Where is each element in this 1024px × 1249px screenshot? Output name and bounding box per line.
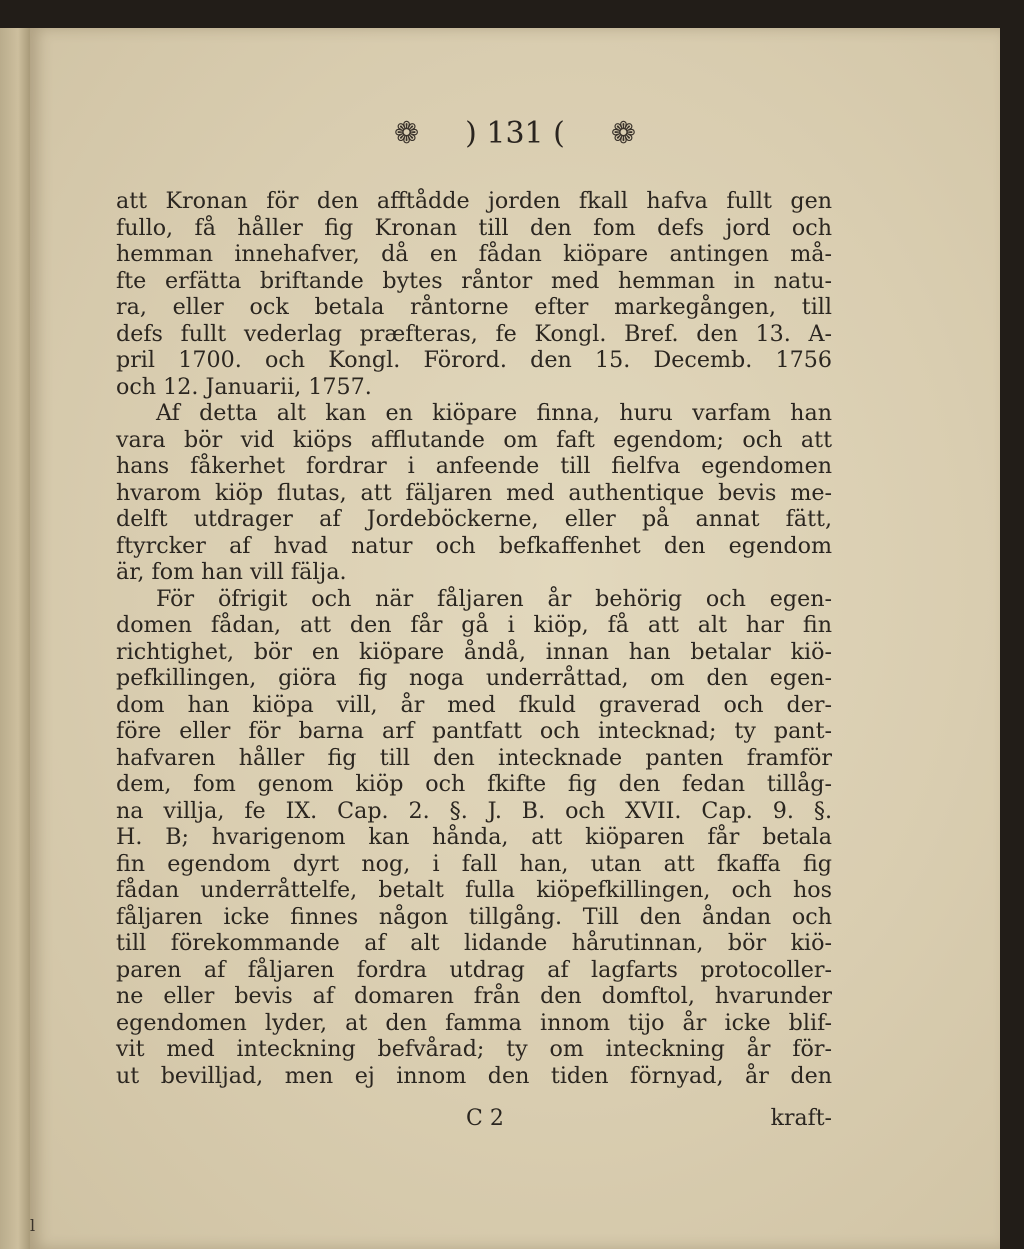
text-line: Af detta alt kan en kiöpare finna, huru varfam han [156, 400, 832, 426]
text-line: fådan underråttelfe, betalt fulla kiöpefkillingen, och hos [116, 877, 832, 903]
binding-mark: l [30, 1216, 36, 1235]
text-line: ne eller bevis af domaren från den domftol, hvarunder [116, 983, 832, 1009]
page-footer [116, 1106, 832, 1134]
catchword: kraft- [770, 1106, 832, 1131]
text-line: paren af fåljaren fordra utdrag af lagfarts protocoller- [116, 956, 832, 983]
text-line: hvarom kiöp flutas, att fäljaren med authentique bevis me- [116, 479, 832, 506]
text-line: är, fom han vill fälja. [116, 559, 347, 585]
text-line: till förekommande af alt lidande hårutinnan, bör kiö- [116, 930, 832, 956]
text-line: hemman innehafver, då en fådan kiöpare antingen må- [116, 241, 832, 267]
text-line: egendomen lyder, at den famma innom tijo år icke blif- [116, 1009, 832, 1036]
text-line: fåljaren icke finnes någon tillgång. Till den åndan och [116, 903, 832, 930]
text-line: richtighet, bör en kiöpare åndå, innan han betalar kiö- [116, 638, 832, 665]
text-line: delft utdrager af Jordeböckerne, eller på annat fätt, [116, 506, 832, 532]
flower-ornament-icon: ❁ [393, 116, 420, 151]
text-line: före eller för barna arf pantfatt och intecknad; ty pant- [116, 718, 832, 744]
text-line: H. B; hvarigenom kan hånda, att kiöparen får betala [116, 824, 832, 850]
text-line: att Kronan för den afftådde jorden fkall hafva fullt gen [116, 188, 832, 214]
body-text [116, 188, 832, 1089]
text-line: fte erfätta briftande bytes råntor med hemman in natu- [116, 267, 832, 294]
text-line: defs fullt vederlag præfteras, fe Kongl. Bref. den 13. A- [116, 320, 832, 347]
text-line: domen fådan, att den får gå i kiöp, få att alt har fin [116, 612, 832, 638]
text-line: pefkillingen, giöra fig noga underråttad, om den egen- [116, 665, 832, 691]
text-line: ut bevilljad, men ej innom den tiden förnyad, år den [116, 1062, 832, 1089]
page-header [30, 116, 1000, 151]
book-page [30, 28, 1000, 1249]
text-line: vit med inteckning befvårad; ty om inteckning år för- [116, 1036, 832, 1062]
text-line: hans fåkerhet fordrar i anfeende till fielfva egendomen [116, 453, 832, 479]
page-number: ) 131 ( [465, 116, 565, 151]
text-line: För öfrigit och när fåljaren år behörig och egen- [156, 585, 832, 612]
previous-page-edge [0, 28, 30, 1249]
text-line: fullo, få håller fig Kronan till den fom defs jord och [116, 214, 832, 241]
text-line: dem, fom genom kiöp och fkifte fig den fedan tillåg- [116, 771, 832, 797]
text-line: dom han kiöpa vill, år med fkuld graverad och der- [116, 691, 832, 718]
text-line: vara bör vid kiöps afflutande om faft egendom; och att [116, 426, 832, 453]
text-line: ra, eller ock betala råntorne efter markegången, till [116, 294, 832, 320]
text-line: hafvaren håller fig till den intecknade panten framför [116, 744, 832, 771]
text-line: fin egendom dyrt nog, i fall han, utan att fkaffa fig [116, 850, 832, 877]
flower-ornament-icon: ❁ [610, 116, 637, 151]
signature-mark: C 2 [466, 1106, 504, 1131]
text-line: och 12. Januarii, 1757. [116, 373, 372, 400]
text-line: na villja, fe IX. Cap. 2. §. J. B. och XVII. Cap. 9. §. [116, 797, 832, 824]
text-line: pril 1700. och Kongl. Förord. den 15. Decemb. 1756 [116, 347, 832, 373]
text-line: ftyrcker af hvad natur och befkaffenhet den egendom [116, 532, 832, 559]
